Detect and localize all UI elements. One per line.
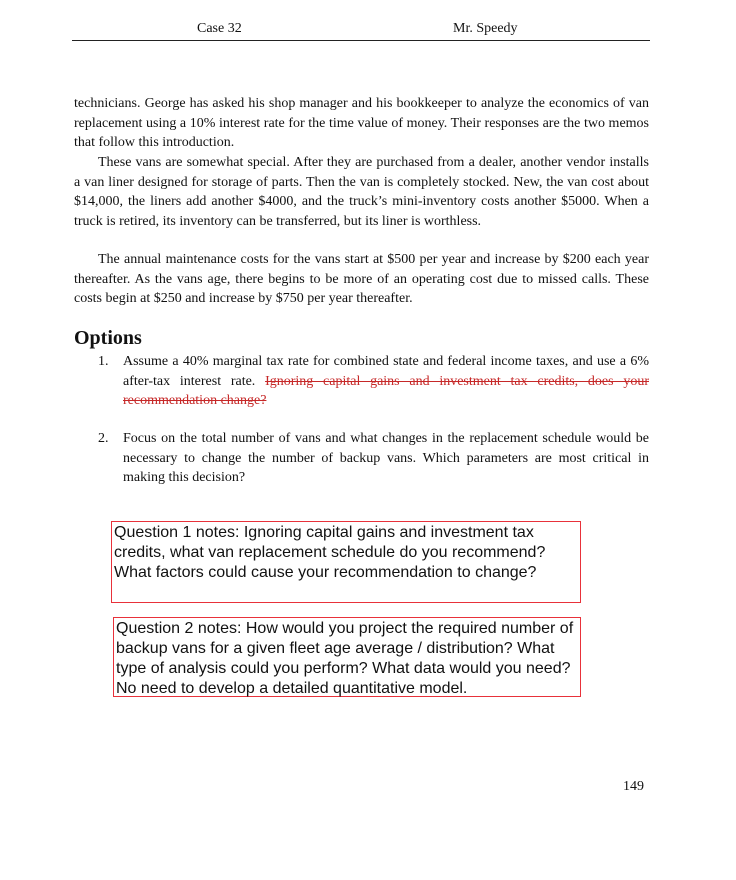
option-text: Focus on the total number of vans and what changes in the replacement schedule would be necessary to change the number of backup vans. Which parameters are most critical in making this decision? — [123, 431, 649, 486]
body-paragraph: These vans are somewhat special. After they are purchased from a dealer, another vendor installs a van liner designed for storage of parts. Then the van is completely stocked. New, the van cost about $14,000, the liners add another $4000, and the truck’s mini-inventory costs another $5000. When a truck is retired, its inventory can be transferred, but its liner is worthless. — [74, 155, 649, 229]
case-label: Case 32 — [197, 21, 242, 36]
option-number: 1. — [98, 354, 109, 369]
option-text-block — [123, 352, 649, 411]
option-item — [98, 352, 649, 411]
options-heading: Options — [74, 327, 142, 349]
body-paragraph: technicians. George has asked his shop manager and his bookkeeper to analyze the economics of van replacement using a 10% interest rate for the time value of money. Their responses are the two memos that follow this introduction. — [74, 96, 649, 151]
case-title: Mr. Speedy — [453, 21, 518, 36]
body-paragraph: The annual maintenance costs for the vans start at $500 per year and increase by $200 each year thereafter. As the vans age, there begins to be more of an operating cost due to missed calls. These costs begin at $250 and increase by $750 per year thereafter. — [74, 252, 649, 307]
option-item — [98, 429, 649, 488]
struck-through-text: Ignoring capital gains and investment tax credits, does your recommendation change? — [123, 373, 649, 409]
option-number: 2. — [98, 431, 109, 446]
question-1-notes-box: Question 1 notes: Ignoring capital gains and investment tax credits, what van replacement schedule do you recommend? What factors could cause your recommendation to change? — [111, 521, 581, 603]
page-number: 149 — [623, 779, 644, 794]
option-text: Assume a 40% marginal tax rate for combined state and federal income taxes, and use a 6% after-tax interest rate. — [123, 354, 649, 389]
page-header — [72, 18, 650, 41]
question-2-notes-box: Question 2 notes: How would you project the required number of backup vans for a given fleet age average / distribution? What type of analysis could you perform? What data would you need? No need to develop a detailed quantitative model. — [113, 617, 581, 697]
